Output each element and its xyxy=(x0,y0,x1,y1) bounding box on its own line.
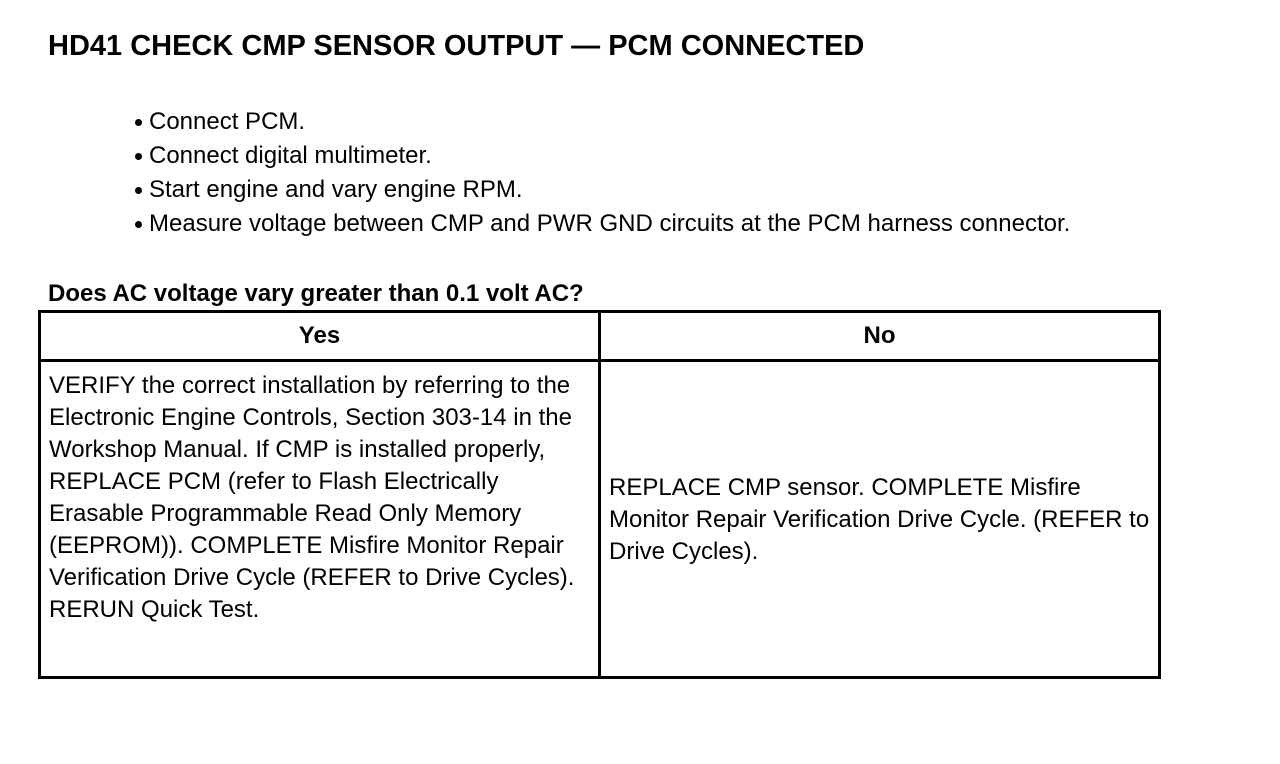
step-item xyxy=(130,173,1070,207)
table-row xyxy=(40,361,1160,678)
no-action-cell: REPLACE CMP sensor. COMPLETE Misfire Monitor Repair Verification Drive Cycle. (REFER to Drive Cycles). xyxy=(600,361,1160,678)
procedure-steps xyxy=(130,105,1070,241)
bullet-icon xyxy=(135,119,142,126)
step-item xyxy=(130,105,1070,139)
step-item xyxy=(130,207,1070,241)
yes-action-cell: VERIFY the correct installation by referring to the Electronic Engine Controls, Section 303-14 in the Workshop Manual. If CMP is installed properly, REPLACE PCM (refer to Flash Electrically Erasable Programmable Read Only Memory (EEPROM)). COMPLETE Misfire Monitor Repair Verification Drive Cycle (REFER to Drive Cycles). RERUN Quick Test. xyxy=(40,361,600,678)
step-text: Measure voltage between CMP and PWR GND circuits at the PCM harness connector. xyxy=(149,210,1071,237)
bullet-icon xyxy=(135,153,142,160)
no-header: No xyxy=(600,312,1160,361)
step-text: Start engine and vary engine RPM. xyxy=(149,176,523,203)
result-table xyxy=(38,310,1161,679)
step-text: Connect PCM. xyxy=(149,108,306,135)
yes-header: Yes xyxy=(40,312,600,361)
bullet-icon xyxy=(135,221,142,228)
diagnostic-question: Does AC voltage vary greater than 0.1 volt AC? xyxy=(48,280,584,307)
page-title: HD41 CHECK CMP SENSOR OUTPUT — PCM CONNECTED xyxy=(48,30,865,62)
step-item xyxy=(130,139,1070,173)
bullet-icon xyxy=(135,187,142,194)
step-text: Connect digital multimeter. xyxy=(149,142,432,169)
table-header-row xyxy=(40,312,1160,361)
